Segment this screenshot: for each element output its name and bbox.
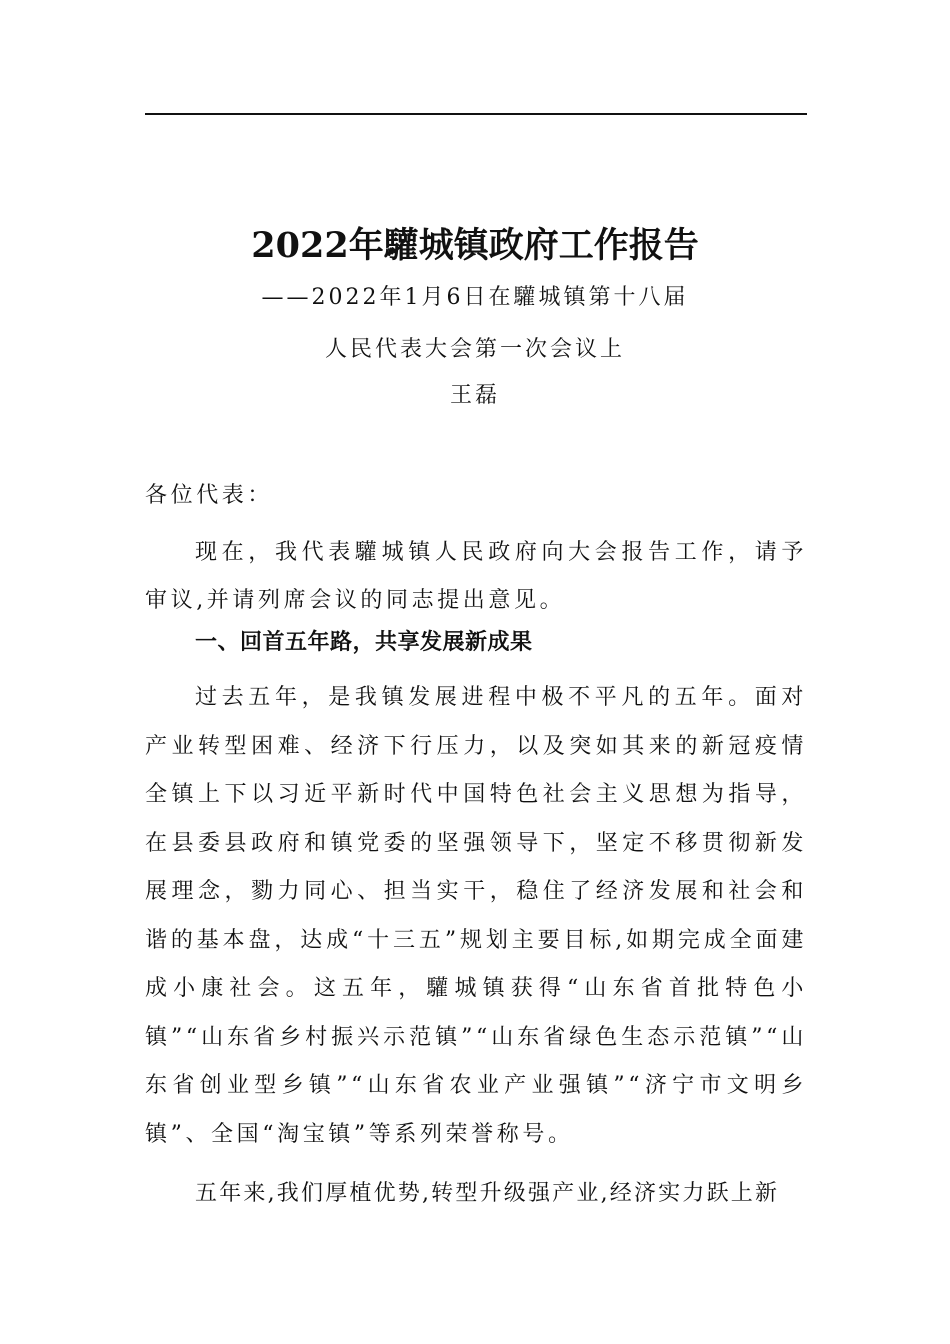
salutation: 各位代表： [145,483,274,508]
body-paragraph-continued: 五年来,我们厚植优势,转型升级强产业,经济实力跃上新 [195,1181,780,1206]
subtitle-date-line: ——2022年1月6日在驩城镇第十八届 [261,285,689,310]
section-heading: 一、回首五年路，共享发展新成果 [195,630,533,655]
body-paragraph: 过去五年，是我镇发展进程中极不平凡的五年。面对产业转型困难、经济下行压力，以及突如其来的新冠疫情全镇上下以习近平新时代中国特色社会主义思想为指导，在县委县政府和镇党委的坚强领导下，坚定不移贯彻新发展理念，勠力同心、担当实干，稳住了经济发展和社会和谐的基本盘，达成“十三五”规划主要目标,如期完成全面建成小康社会。这五年，驩城镇获得“山东省首批特色小镇”“山东省乡村振兴示范镇”“山东省绿色生态示范镇”“山东省创业型乡镇”“山东省农业产业强镇”“济宁市文明乡镇”、全国“淘宝镇”等系列荣誉称号。 [145,685,807,1147]
report-title: 2022年驩城镇政府工作报告 [251,225,699,266]
author-name: 王磊 [449,383,500,408]
header-rule [145,113,807,115]
intro-paragraph: 现在，我代表驩城镇人民政府向大会报告工作，请予审议,并请列席会议的同志提出意见。 [145,540,807,613]
subtitle-meeting-line: 人民代表大会第一次会议上 [324,337,625,362]
